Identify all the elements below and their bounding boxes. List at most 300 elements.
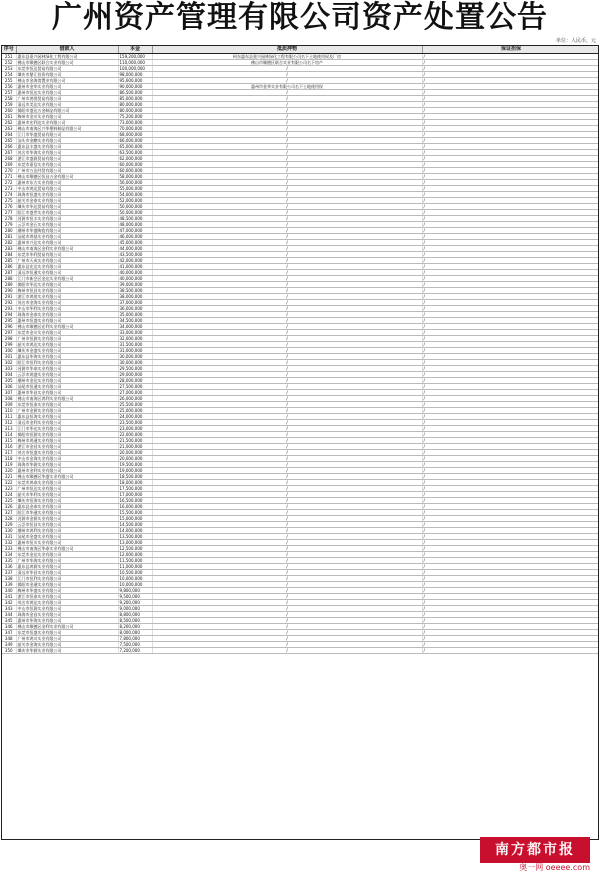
cell-collateral: / <box>152 366 422 372</box>
cell-collateral: / <box>152 630 422 636</box>
header-borrower: 借款人 <box>16 46 118 54</box>
cell-no: 251 <box>2 54 16 60</box>
cell-no: 325 <box>2 498 16 504</box>
cell-collateral: / <box>152 624 422 630</box>
cell-collateral: / <box>152 144 422 150</box>
cell-no: 265 <box>2 138 16 144</box>
cell-principal: 31,000,000 <box>118 348 152 354</box>
cell-collateral: / <box>152 486 422 492</box>
cell-borrower: 惠州市恒川实业有限公司 <box>16 540 118 546</box>
cell-principal: 11,500,000 <box>118 558 152 564</box>
cell-borrower: 揭阳市华达实业有限公司 <box>16 282 118 288</box>
cell-guarantee: / <box>422 150 599 156</box>
cell-borrower: 惠东县鸿源实业有限公司 <box>16 564 118 570</box>
cell-principal: 10,000,000 <box>118 582 152 588</box>
cell-collateral: / <box>152 174 422 180</box>
cell-guarantee: / <box>422 216 599 222</box>
cell-collateral: / <box>152 618 422 624</box>
cell-no: 317 <box>2 450 16 456</box>
cell-borrower: 惠东县丰盛实业有限公司 <box>16 144 118 150</box>
cell-principal: 110,000,000 <box>118 60 152 66</box>
cell-borrower: 佛山市南海区华泰实业有限公司 <box>16 546 118 552</box>
cell-collateral: / <box>152 576 422 582</box>
cell-collateral: / <box>152 528 422 534</box>
cell-guarantee: / <box>422 120 599 126</box>
cell-borrower: 河源市华泰实业有限公司 <box>16 366 118 372</box>
cell-collateral: / <box>152 384 422 390</box>
cell-borrower: 湛江市盛源贸易有限公司 <box>16 156 118 162</box>
cell-collateral: / <box>152 156 422 162</box>
cell-guarantee: / <box>422 342 599 348</box>
cell-guarantee: / <box>422 522 599 528</box>
cell-principal: 16,000,000 <box>118 504 152 510</box>
cell-collateral: / <box>152 210 422 216</box>
cell-guarantee: / <box>422 192 599 198</box>
cell-principal: 44,000,000 <box>118 246 152 252</box>
cell-principal: 95,600,000 <box>118 78 152 84</box>
cell-guarantee: / <box>422 588 599 594</box>
cell-no: 301 <box>2 354 16 360</box>
cell-borrower: 中山市华利实业有限公司 <box>16 306 118 312</box>
cell-guarantee: / <box>422 414 599 420</box>
site-label: 奥一网 oeeee.com <box>519 863 590 872</box>
cell-borrower: 茂名市华海实业有限公司 <box>16 150 118 156</box>
cell-borrower: 江门市新会区金达实业有限公司 <box>16 276 118 282</box>
cell-principal: 24,000,000 <box>118 414 152 420</box>
cell-collateral: / <box>152 474 422 480</box>
cell-borrower: 肇庆市金盛实业有限公司 <box>16 348 118 354</box>
cell-collateral: / <box>152 180 422 186</box>
cell-principal: 16,500,000 <box>118 498 152 504</box>
cell-collateral: / <box>152 252 422 258</box>
cell-collateral: / <box>152 72 422 78</box>
cell-borrower: 广州市华海实业有限公司 <box>16 558 118 564</box>
cell-principal: 27,000,000 <box>118 390 152 396</box>
cell-principal: 52,000,000 <box>118 198 152 204</box>
cell-principal: 43,500,000 <box>118 252 152 258</box>
asset-table <box>2 46 599 654</box>
cell-collateral: / <box>152 648 422 654</box>
cell-borrower: 东莞市金达实业有限公司 <box>16 552 118 558</box>
cell-guarantee: / <box>422 552 599 558</box>
cell-guarantee: / <box>422 606 599 612</box>
cell-no: 275 <box>2 198 16 204</box>
cell-principal: 39,000,000 <box>118 282 152 288</box>
cell-guarantee: / <box>422 390 599 396</box>
cell-no: 262 <box>2 120 16 126</box>
cell-no: 294 <box>2 312 16 318</box>
cell-principal: 90,000,000 <box>118 84 152 90</box>
cell-borrower: 惠州市东方实业有限公司 <box>16 180 118 186</box>
header-guarantee: 保证担保 <box>422 46 599 54</box>
cell-principal: 60,000,000 <box>118 162 152 168</box>
cell-collateral: / <box>152 606 422 612</box>
cell-collateral: / <box>152 552 422 558</box>
cell-collateral: / <box>152 456 422 462</box>
cell-collateral: / <box>152 588 422 594</box>
cell-principal: 23,500,000 <box>118 420 152 426</box>
unit-note: 单位：人民币，元 <box>555 38 596 44</box>
cell-no: 298 <box>2 336 16 342</box>
cell-no: 270 <box>2 168 16 174</box>
cell-guarantee: / <box>422 510 599 516</box>
cell-guarantee: / <box>422 474 599 480</box>
cell-borrower: 汕头市金鹏实业有限公司 <box>16 138 118 144</box>
cell-no: 313 <box>2 426 16 432</box>
cell-guarantee: / <box>422 102 599 108</box>
cell-principal: 17,500,000 <box>118 486 152 492</box>
cell-collateral: / <box>152 138 422 144</box>
cell-no: 349 <box>2 642 16 648</box>
cell-collateral: / <box>152 120 422 126</box>
cell-collateral: / <box>152 642 422 648</box>
cell-no: 297 <box>2 330 16 336</box>
cell-borrower: 茂名市鸿达实业有限公司 <box>16 600 118 606</box>
cell-guarantee: / <box>422 96 599 102</box>
cell-principal: 9,800,000 <box>118 588 152 594</box>
cell-no: 310 <box>2 408 16 414</box>
cell-collateral: / <box>152 114 422 120</box>
cell-principal: 68,000,000 <box>118 132 152 138</box>
cell-no: 331 <box>2 534 16 540</box>
cell-principal: 20,000,000 <box>118 456 152 462</box>
cell-no: 256 <box>2 84 16 90</box>
cell-guarantee: / <box>422 564 599 570</box>
cell-no: 266 <box>2 144 16 150</box>
cell-no: 309 <box>2 402 16 408</box>
cell-borrower: 惠州市宏利达实业有限公司 <box>16 120 118 126</box>
cell-borrower: 惠州市恒达实业有限公司 <box>16 90 118 96</box>
cell-borrower: 梅州市恒昌实业有限公司 <box>16 288 118 294</box>
cell-principal: 86,500,000 <box>118 90 152 96</box>
cell-borrower: 广州市鸿图贸易有限公司 <box>16 96 118 102</box>
cell-no: 305 <box>2 378 16 384</box>
cell-guarantee: / <box>422 60 599 66</box>
cell-no: 312 <box>2 420 16 426</box>
cell-principal: 50,000,000 <box>118 210 152 216</box>
cell-no: 295 <box>2 318 16 324</box>
cell-principal: 7,200,000 <box>118 648 152 654</box>
cell-guarantee: / <box>422 288 599 294</box>
cell-collateral: / <box>152 570 422 576</box>
cell-no: 267 <box>2 150 16 156</box>
cell-no: 339 <box>2 582 16 588</box>
cell-no: 258 <box>2 96 16 102</box>
cell-guarantee: / <box>422 432 599 438</box>
cell-guarantee: / <box>422 528 599 534</box>
cell-guarantee: / <box>422 138 599 144</box>
cell-borrower: 韶关市金泰实业有限公司 <box>16 198 118 204</box>
cell-borrower: 汕尾市鸿基实业有限公司 <box>16 234 118 240</box>
cell-borrower: 惠州市华海实业有限公司 <box>16 618 118 624</box>
cell-no: 342 <box>2 600 16 606</box>
cell-no: 338 <box>2 576 16 582</box>
asset-table-container <box>1 45 599 840</box>
cell-no: 259 <box>2 102 16 108</box>
cell-collateral: / <box>152 612 422 618</box>
cell-no: 252 <box>2 60 16 66</box>
cell-collateral: / <box>152 90 422 96</box>
cell-guarantee: / <box>422 450 599 456</box>
cell-borrower: 珠海市金泰实业有限公司 <box>16 312 118 318</box>
cell-principal: 22,000,000 <box>118 432 152 438</box>
cell-borrower: 佛山市金海湾置业有限公司 <box>16 78 118 84</box>
cell-guarantee: / <box>422 498 599 504</box>
cell-borrower: 惠东县金泰实业有限公司 <box>16 504 118 510</box>
cell-borrower: 佛山市顺德区华盛实业有限公司 <box>16 474 118 480</box>
cell-collateral: / <box>152 240 422 246</box>
cell-collateral: / <box>152 516 422 522</box>
cell-principal: 55,000,000 <box>118 186 152 192</box>
cell-principal: 19,500,000 <box>118 462 152 468</box>
cell-principal: 25,000,000 <box>118 408 152 414</box>
cell-no: 333 <box>2 546 16 552</box>
cell-no: 272 <box>2 180 16 186</box>
cell-no: 253 <box>2 66 16 72</box>
cell-borrower: 清远市华昌实业有限公司 <box>16 570 118 576</box>
cell-principal: 15,500,000 <box>118 510 152 516</box>
cell-guarantee: / <box>422 594 599 600</box>
cell-principal: 29,000,000 <box>118 372 152 378</box>
cell-collateral: / <box>152 438 422 444</box>
header-collateral: 抵质押物 <box>152 46 422 54</box>
cell-collateral: / <box>152 444 422 450</box>
cell-guarantee: / <box>422 516 599 522</box>
cell-principal: 26,000,000 <box>118 396 152 402</box>
cell-collateral: / <box>152 234 422 240</box>
cell-borrower: 珠海市金昌实业有限公司 <box>16 612 118 618</box>
cell-principal: 13,500,000 <box>118 534 152 540</box>
cell-no: 296 <box>2 324 16 330</box>
cell-guarantee: / <box>422 318 599 324</box>
cell-principal: 100,000,000 <box>118 66 152 72</box>
cell-borrower: 佛山市顺德区联合实业有限公司 <box>16 60 118 66</box>
cell-guarantee: / <box>422 408 599 414</box>
cell-principal: 159,200,000 <box>118 54 152 60</box>
cell-collateral: / <box>152 462 422 468</box>
cell-no: 311 <box>2 414 16 420</box>
cell-borrower: 佛山市顺德区恒昌五金有限公司 <box>16 174 118 180</box>
table-body <box>2 54 599 654</box>
cell-borrower: 云浮市鸿盛实业有限公司 <box>16 372 118 378</box>
cell-collateral: / <box>152 306 422 312</box>
cell-principal: 12,500,000 <box>118 546 152 552</box>
cell-borrower: 惠东县华海实业有限公司 <box>16 354 118 360</box>
cell-no: 280 <box>2 228 16 234</box>
cell-principal: 8,800,000 <box>118 612 152 618</box>
cell-guarantee: / <box>422 234 599 240</box>
cell-borrower: 广州市金源实业有限公司 <box>16 408 118 414</box>
cell-principal: 37,000,000 <box>118 300 152 306</box>
cell-principal: 7,800,000 <box>118 636 152 642</box>
cell-no: 257 <box>2 90 16 96</box>
cell-guarantee: / <box>422 324 599 330</box>
cell-borrower: 梅州市金川实业有限公司 <box>16 114 118 120</box>
cell-principal: 48,500,000 <box>118 216 152 222</box>
cell-guarantee: / <box>422 570 599 576</box>
cell-guarantee: / <box>422 258 599 264</box>
cell-collateral: / <box>152 66 422 72</box>
cell-borrower: 惠州市兴达实业有限公司 <box>16 240 118 246</box>
cell-guarantee: / <box>422 462 599 468</box>
cell-guarantee: / <box>422 438 599 444</box>
cell-borrower: 韶关市金海实业有限公司 <box>16 642 118 648</box>
cell-borrower: 中山市鸿达贸易有限公司 <box>16 186 118 192</box>
cell-borrower: 东莞市恒盛实业有限公司 <box>16 630 118 636</box>
cell-guarantee: / <box>422 126 599 132</box>
cell-collateral: / <box>152 390 422 396</box>
cell-guarantee: / <box>422 276 599 282</box>
cell-borrower: 肇庆市鼎汇投资有限公司 <box>16 72 118 78</box>
cell-principal: 32,000,000 <box>118 336 152 342</box>
cell-collateral: / <box>152 402 422 408</box>
cell-principal: 14,500,000 <box>118 522 152 528</box>
cell-principal: 18,000,000 <box>118 480 152 486</box>
cell-borrower: 云浮市金石实业有限公司 <box>16 222 118 228</box>
cell-no: 332 <box>2 540 16 546</box>
cell-no: 286 <box>2 264 16 270</box>
cell-guarantee: / <box>422 228 599 234</box>
cell-principal: 8,500,000 <box>118 618 152 624</box>
cell-principal: 63,500,000 <box>118 150 152 156</box>
cell-collateral: / <box>152 168 422 174</box>
cell-collateral: / <box>152 336 422 342</box>
cell-guarantee: / <box>422 366 599 372</box>
cell-guarantee: / <box>422 630 599 636</box>
cell-principal: 10,000,000 <box>118 576 152 582</box>
cell-borrower: 清远市美达实业有限公司 <box>16 102 118 108</box>
cell-principal: 19,000,000 <box>118 468 152 474</box>
cell-borrower: 湛江市金昌实业有限公司 <box>16 444 118 450</box>
cell-principal: 62,000,000 <box>118 156 152 162</box>
cell-guarantee: / <box>422 486 599 492</box>
cell-no: 334 <box>2 552 16 558</box>
cell-collateral: 柯东惠东县嘉兴园林绿化工程有限公司名下土地使用权及厂房 <box>152 54 422 60</box>
cell-borrower: 云浮市恒昌实业有限公司 <box>16 522 118 528</box>
cell-guarantee: / <box>422 108 599 114</box>
cell-collateral: / <box>152 504 422 510</box>
cell-guarantee: / <box>422 114 599 120</box>
cell-no: 303 <box>2 366 16 372</box>
cell-borrower: 佛山市顺德区金利实业有限公司 <box>16 624 118 630</box>
cell-borrower: 东莞市恒泰实业有限公司 <box>16 402 118 408</box>
cell-borrower: 潮州市鸿利实业有限公司 <box>16 528 118 534</box>
cell-no: 269 <box>2 162 16 168</box>
cell-borrower: 惠州市恒盛实业有限公司 <box>16 318 118 324</box>
cell-guarantee: / <box>422 636 599 642</box>
cell-borrower: 珠海市华源实业有限公司 <box>16 462 118 468</box>
cell-collateral: / <box>152 312 422 318</box>
cell-borrower: 韶关市华利实业有限公司 <box>16 492 118 498</box>
cell-no: 314 <box>2 432 16 438</box>
cell-principal: 70,000,000 <box>118 126 152 132</box>
cell-collateral: / <box>152 492 422 498</box>
cell-principal: 47,000,000 <box>118 228 152 234</box>
cell-guarantee: / <box>422 162 599 168</box>
header-no: 序号 <box>2 46 16 54</box>
cell-collateral: / <box>152 546 422 552</box>
cell-borrower: 广州市天成实业有限公司 <box>16 258 118 264</box>
cell-guarantee: / <box>422 576 599 582</box>
cell-no: 288 <box>2 276 16 282</box>
cell-principal: 40,000,000 <box>118 270 152 276</box>
cell-no: 319 <box>2 462 16 468</box>
cell-collateral: / <box>152 150 422 156</box>
cell-borrower: 惠州市金利实业有限公司 <box>16 468 118 474</box>
cell-principal: 56,000,000 <box>118 180 152 186</box>
cell-guarantee: / <box>422 360 599 366</box>
cell-collateral: / <box>152 414 422 420</box>
cell-collateral: / <box>152 270 422 276</box>
cell-principal: 50,000,000 <box>118 204 152 210</box>
cell-principal: 40,000,000 <box>118 276 152 282</box>
cell-collateral: / <box>152 348 422 354</box>
cell-collateral: / <box>152 420 422 426</box>
cell-guarantee: / <box>422 546 599 552</box>
cell-no: 336 <box>2 564 16 570</box>
table-row <box>2 648 599 654</box>
cell-principal: 58,000,000 <box>118 174 152 180</box>
cell-guarantee: / <box>422 246 599 252</box>
cell-no: 326 <box>2 504 16 510</box>
cell-principal: 13,000,000 <box>118 540 152 546</box>
cell-collateral: / <box>152 480 422 486</box>
cell-no: 315 <box>2 438 16 444</box>
cell-collateral: / <box>152 186 422 192</box>
cell-no: 329 <box>2 522 16 528</box>
cell-collateral: / <box>152 276 422 282</box>
cell-principal: 80,000,000 <box>118 108 152 114</box>
cell-principal: 17,000,000 <box>118 492 152 498</box>
cell-borrower: 阳江市恒利实业有限公司 <box>16 360 118 366</box>
cell-borrower: 肇庆市华源实业有限公司 <box>16 648 118 654</box>
cell-guarantee: / <box>422 54 599 60</box>
cell-no: 322 <box>2 480 16 486</box>
cell-collateral: / <box>152 258 422 264</box>
cell-borrower: 佛山市南海区鸿利实业有限公司 <box>16 396 118 402</box>
cell-no: 348 <box>2 636 16 642</box>
cell-borrower: 惠东县嘉兴园林绿化工程有限公司 <box>16 54 118 60</box>
newspaper-logo: 南方都市报 <box>480 837 590 863</box>
cell-collateral: / <box>152 300 422 306</box>
cell-collateral: / <box>152 318 422 324</box>
cell-no: 279 <box>2 222 16 228</box>
cell-guarantee: / <box>422 336 599 342</box>
cell-guarantee: / <box>422 384 599 390</box>
cell-no: 292 <box>2 300 16 306</box>
cell-borrower: 东莞市鸿泰实业有限公司 <box>16 480 118 486</box>
cell-principal: 45,000,000 <box>118 240 152 246</box>
cell-no: 350 <box>2 648 16 654</box>
cell-no: 264 <box>2 132 16 138</box>
cell-collateral: / <box>152 330 422 336</box>
cell-guarantee: / <box>422 402 599 408</box>
cell-no: 346 <box>2 624 16 630</box>
cell-borrower: 惠州市华昌实业有限公司 <box>16 390 118 396</box>
cell-borrower: 珠海市恒盛实业有限公司 <box>16 192 118 198</box>
cell-guarantee: / <box>422 642 599 648</box>
page-title: 广州资产管理有限公司资产处置公告 <box>52 0 548 35</box>
cell-no: 345 <box>2 618 16 624</box>
cell-no: 291 <box>2 294 16 300</box>
cell-borrower: 江门市恒利实业有限公司 <box>16 576 118 582</box>
cell-no: 263 <box>2 126 16 132</box>
cell-principal: 18,500,000 <box>118 474 152 480</box>
cell-no: 281 <box>2 234 16 240</box>
cell-collateral: / <box>152 126 422 132</box>
cell-borrower: 梅州市华盛实业有限公司 <box>16 588 118 594</box>
cell-no: 316 <box>2 444 16 450</box>
